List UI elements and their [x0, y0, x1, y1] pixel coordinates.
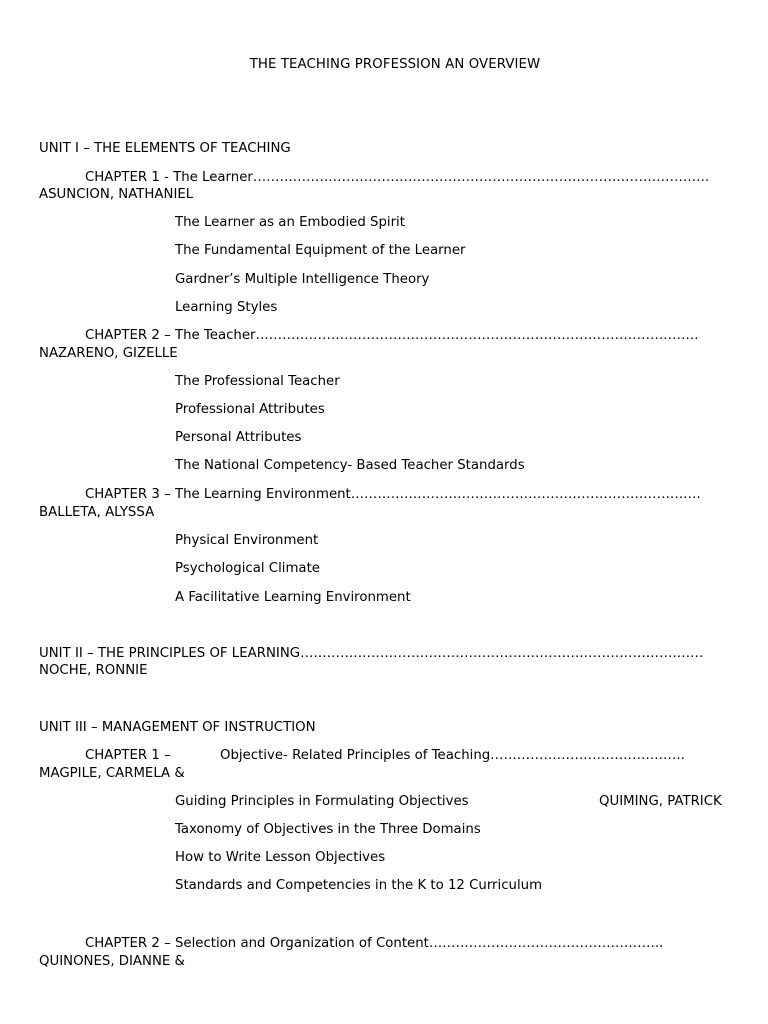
topic-item: The National Competency- Based Teacher Standards — [175, 458, 525, 473]
unit-1-chapter-3-line: CHAPTER 3 – The Learning Environment……………………………………………………………………. — [85, 487, 701, 502]
topic-item: Gardner’s Multiple Intelligence Theory — [175, 272, 430, 287]
unit-3-chapter-1-author: MAGPILE, CARMELA & — [39, 766, 185, 781]
unit-3-chapter-2-author: QUINONES, DIANNE & — [39, 954, 185, 969]
unit-2-author: NOCHE, RONNIE — [39, 663, 148, 678]
topic-item: Personal Attributes — [175, 430, 302, 445]
topic-item: Taxonomy of Objectives in the Three Domains — [175, 822, 481, 837]
unit-1-chapter-1-line: CHAPTER 1 - The Learner…………………………………………………………………………………………. — [85, 170, 710, 185]
topic-item: How to Write Lesson Objectives — [175, 850, 386, 865]
unit-1-chapter-1-author: ASUNCION, NATHANIEL — [39, 187, 194, 202]
unit-1-chapter-2-line: CHAPTER 2 – The Teacher………………………………………………………………………………………. — [85, 328, 699, 343]
unit-1-heading: UNIT I – THE ELEMENTS OF TEACHING — [39, 141, 291, 156]
topic-item: Professional Attributes — [175, 402, 325, 417]
topic-item: Physical Environment — [175, 533, 319, 548]
topic-item: The Learner as an Embodied Spirit — [175, 215, 405, 230]
topic-item: The Professional Teacher — [175, 374, 340, 389]
unit-2-heading: UNIT II – THE PRINCIPLES OF LEARNING………………………………………………………………………………. — [39, 646, 704, 661]
document-title: THE TEACHING PROFESSION AN OVERVIEW — [249, 57, 541, 72]
unit-3-chapter-2-line: CHAPTER 2 – Selection and Organization of Content…………………………………………….. — [85, 936, 664, 951]
unit-3-chapter-1-label: CHAPTER 1 – — [85, 748, 171, 763]
unit-3-chapter-1-title: Objective- Related Principles of Teaching…………………………………….. — [220, 748, 685, 763]
topic-item: Learning Styles — [175, 300, 278, 315]
topic-item: Psychological Climate — [175, 561, 320, 576]
unit-3-chapter-1-author-2: QUIMING, PATRICK — [599, 794, 722, 809]
topic-item: The Fundamental Equipment of the Learner — [175, 243, 466, 258]
topic-item: A Facilitative Learning Environment — [175, 590, 411, 605]
topic-item: Guiding Principles in Formulating Objectives — [175, 794, 469, 809]
unit-1-chapter-3-author: BALLETA, ALYSSA — [39, 505, 155, 520]
unit-3-heading: UNIT III – MANAGEMENT OF INSTRUCTION — [39, 720, 316, 735]
unit-1-chapter-2-author: NAZARENO, GIZELLE — [39, 346, 178, 361]
topic-item: Standards and Competencies in the K to 12 Curriculum — [175, 878, 543, 893]
